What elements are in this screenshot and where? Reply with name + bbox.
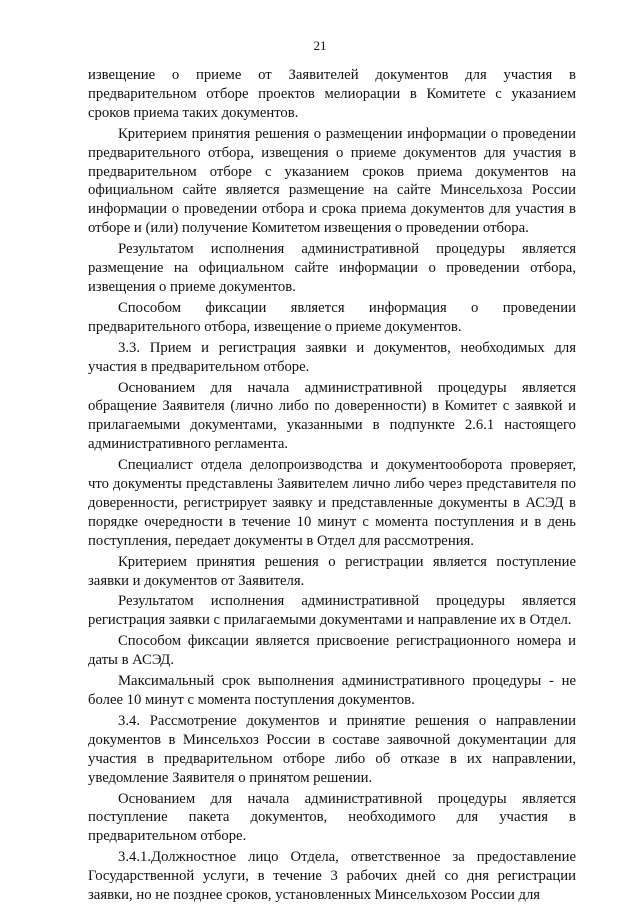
section-heading: 3.3. Прием и регистрация заявки и документов, необходимых для участия в предварительном отборе.: [88, 339, 576, 375]
paragraph: Способом фиксации является информация о проведении предварительного отбора, извещение о приеме документов.: [88, 299, 576, 335]
paragraph: 3.4.1.Должностное лицо Отдела, ответственное за предоставление Государственной услуги, в течение 3 рабочих дней со дня регистрации заявки, но не позднее сроков, установленных Минсельхозом России для: [88, 849, 576, 904]
section-heading: 3.4. Рассмотрение документов и принятие решения о направлении документов в Минсельхоз России в составе заявочной документации для участия в предварительном отборе либо об отказе в их направлении, уведомление Заявителя о принятом решении.: [88, 712, 576, 786]
paragraph: Результатом исполнения административной процедуры является регистрация заявки с прилагаемыми документами и направление их в Отдел.: [88, 593, 576, 629]
document-body: [88, 66, 576, 907]
paragraph: Способом фиксации является присвоение регистрационного номера и даты в АСЭД.: [88, 633, 576, 669]
paragraph: Основанием для начала административной процедуры является поступление пакета документов, необходимого для участия в предварительном отборе.: [88, 790, 576, 845]
paragraph: Критерием принятия решения о размещении информации о проведении предварительного отбора, извещения о приеме документов для участия в предварительном отборе с указанием сроков приема документов на официальном сайте является размещение на сайте Минсельхоза России информации о проведении отбора и срока приема документов для участия в отборе и (или) получение Комитетом извещения о проведении отбора.: [88, 125, 576, 237]
paragraph: извещение о приеме от Заявителей документов для участия в предварительном отборе проектов мелиорации в Комитете с указанием сроков приема таких документов.: [88, 67, 576, 121]
paragraph: Критерием принятия решения о регистрации является поступление заявки и документов от Заявителя.: [88, 553, 576, 589]
page-number: 21: [313, 38, 327, 53]
paragraph: Специалист отдела делопроизводства и документооборота проверяет, что документы представлены Заявителем лично либо через представителя по доверенности, регистрирует заявку и представленные документы в АСЭД в порядке очередности в течение 10 минут с момента поступления и в день поступления, передает документы в Отдел для рассмотрения.: [88, 457, 576, 549]
paragraph: Результатом исполнения административной процедуры является размещение на официальном сайте информации о проведении отбора, извещения о приеме документов.: [88, 241, 576, 295]
paragraph: Максимальный срок выполнения административного процедуры - не более 10 минут с момента поступления документов.: [88, 673, 576, 708]
paragraph: Основанием для начала административной процедуры является обращение Заявителя (лично либо по доверенности) в Комитет с заявкой и прилагаемыми документами, указанными в подпункте 2.6.1 настоящего административного регламента.: [88, 379, 576, 453]
